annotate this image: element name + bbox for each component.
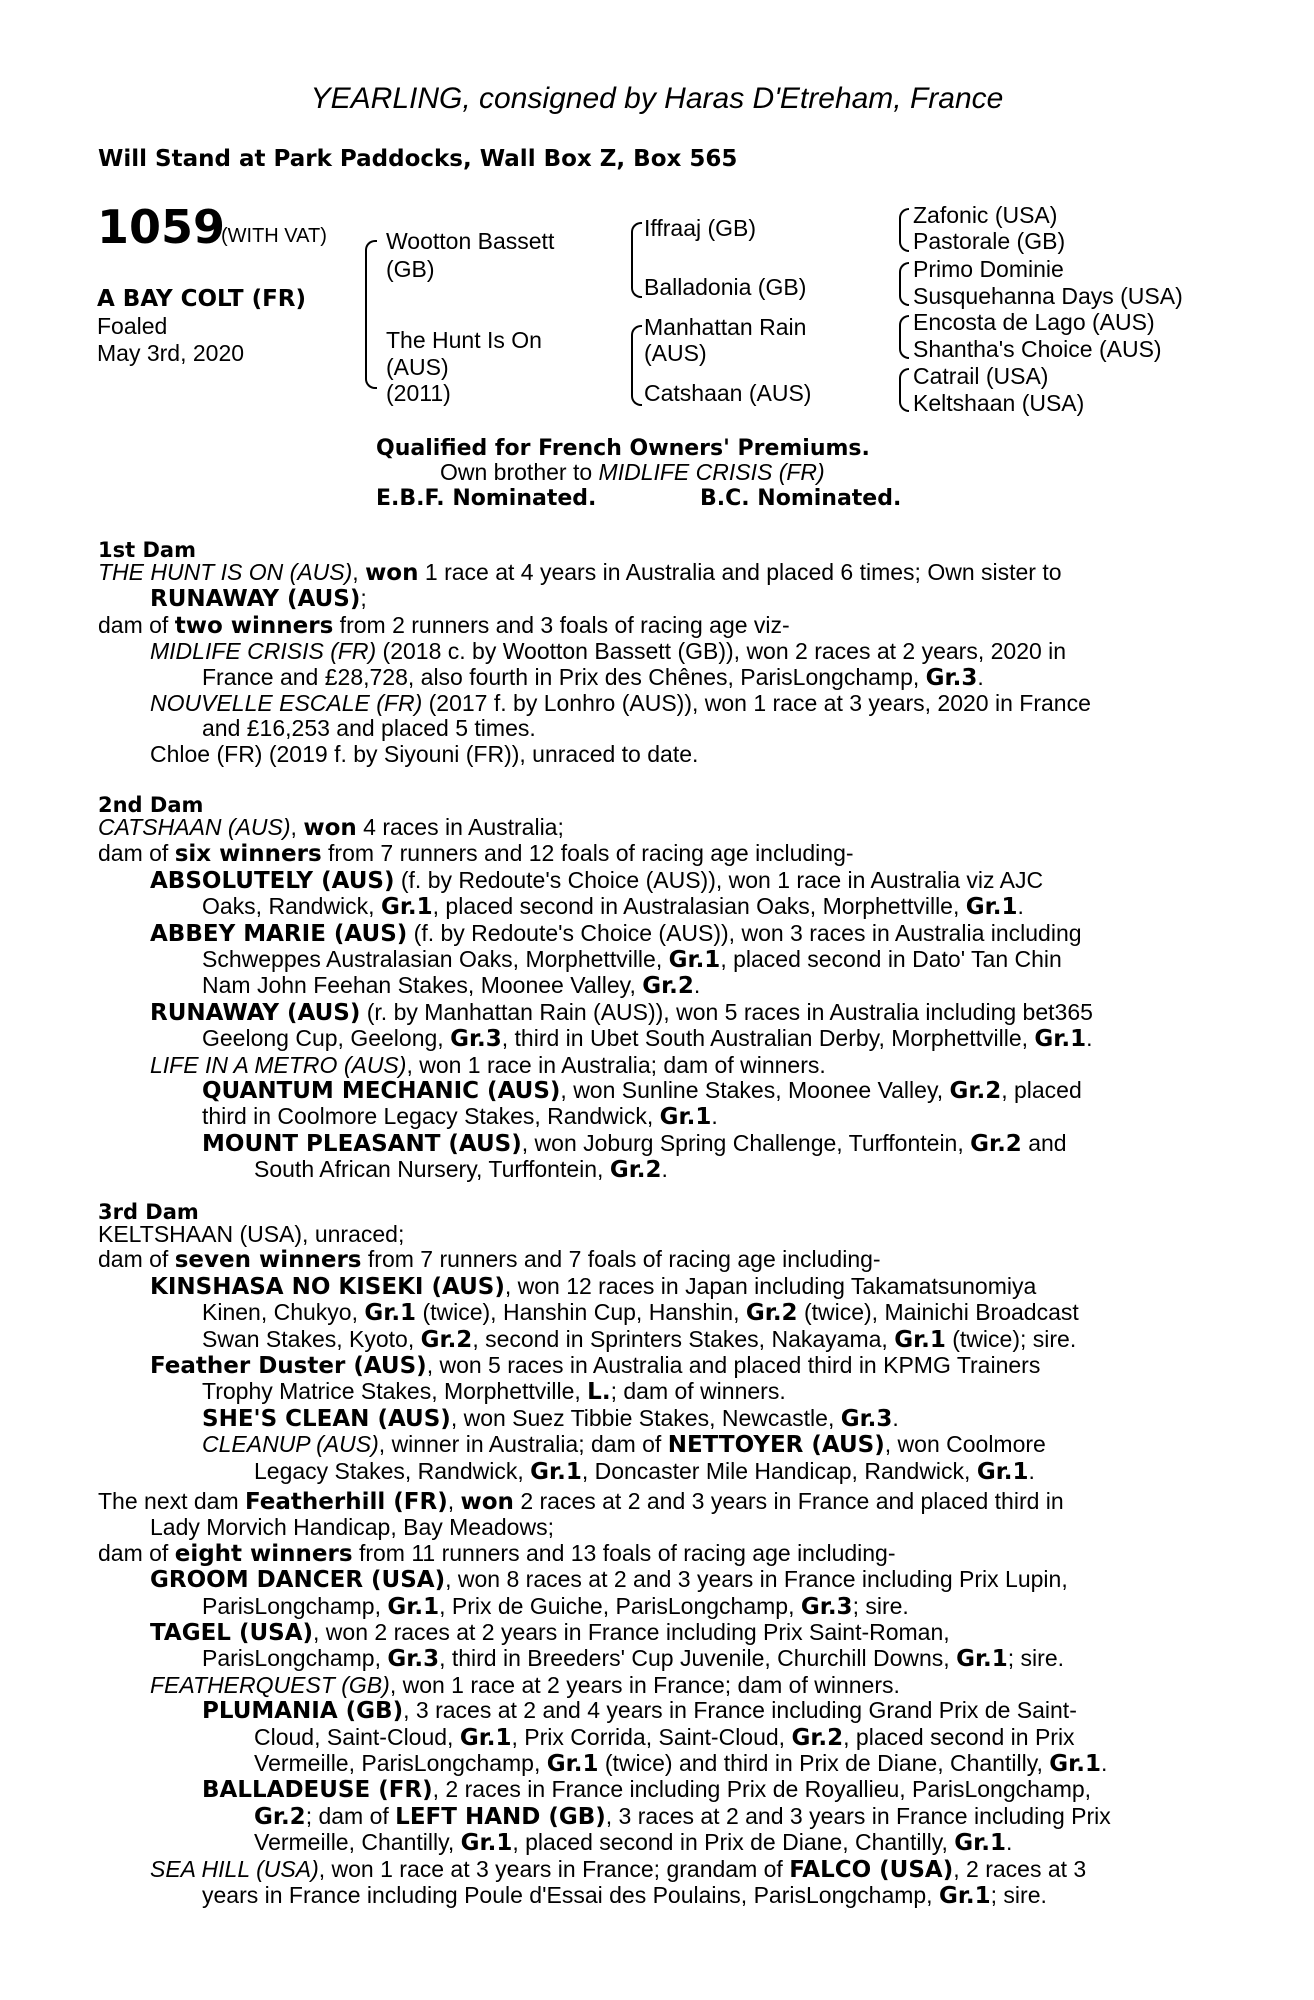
text-run: , [290, 814, 304, 840]
text-run: . [1017, 893, 1024, 920]
bold-run: NETTOYER (AUS) [667, 1432, 885, 1459]
bold-run: Gr.1 [530, 1458, 582, 1485]
text-run: and £16,253 and placed 5 times. [202, 715, 536, 742]
gen3-brace-3 [899, 315, 909, 359]
text-line [98, 1459, 1203, 1485]
bold-run: RUNAWAY (AUS) [150, 586, 361, 613]
bold-run: Gr.3 [450, 1026, 502, 1053]
text-run: , Prix Corrida, Saint-Cloud, [511, 1723, 792, 1750]
bold-run: GROOM DANCER (USA) [150, 1567, 446, 1594]
text-line [98, 1751, 1203, 1777]
text-line [98, 1830, 1203, 1856]
bold-run: Feather Duster (AUS) [150, 1353, 427, 1380]
text-run: dam of [98, 1246, 175, 1273]
text-run: Vermeille, ParisLongchamp, [254, 1750, 547, 1777]
foaled-date: May 3rd, 2020 [97, 340, 245, 366]
text-run: ; sire. [1007, 1645, 1065, 1672]
text-line [98, 1541, 1203, 1567]
bold-run: Gr.2 [609, 1157, 662, 1184]
text-run: (r. by Manhattan Rain (AUS)), won 5 races in Australia including bet365 [360, 998, 1093, 1025]
text-line [98, 1353, 1203, 1379]
text-run: , won Sunline Stakes, Moonee Valley, [560, 1077, 950, 1104]
text-line [98, 1274, 1203, 1300]
bold-run: Gr.2 [254, 1803, 306, 1830]
text-run: . [977, 663, 984, 690]
vat-note: (WITH VAT) [221, 225, 327, 247]
gen3-4: Susquehanna Days (USA) [913, 283, 1183, 309]
text-line [98, 1222, 1203, 1247]
text-run: , 2 races in France including Prix de Royallieu, ParisLongchamp, [432, 1776, 1092, 1803]
text-run: , won 1 race at 3 years in France; grandam of [318, 1855, 790, 1882]
text-run: third in Coolmore Legacy Stakes, Randwick, [202, 1103, 660, 1130]
bold-run: Gr.1 [659, 1104, 712, 1131]
text-run: (f. by Redoute's Choice (AUS)), won 1 race in Australia viz AJC [394, 866, 1044, 893]
text-run: , 3 races at 2 and 4 years in France including Grand Prix de Saint- [403, 1697, 1077, 1724]
text-line [98, 613, 1203, 639]
text-run: 2 races at 2 and 3 years in France and placed third in [513, 1488, 1064, 1514]
bold-run: PLUMANIA (GB) [202, 1698, 404, 1725]
bold-run: Gr.1 [668, 947, 721, 974]
dam-sire-name: Manhattan Rain [644, 314, 807, 340]
text-line [98, 841, 1203, 867]
text-line [98, 586, 1203, 612]
text-run: from 2 runners and 3 foals of racing age viz- [333, 611, 790, 638]
sire-sire: Iffraaj (GB) [644, 215, 757, 241]
text-run: from 7 runners and 12 foals of racing age including- [321, 840, 854, 867]
bold-run: Gr.1 [364, 1300, 417, 1327]
gen3-8: Keltshaan (USA) [913, 390, 1085, 416]
bold-run: Gr.1 [938, 1883, 991, 1910]
gen3-3: Primo Dominie [913, 256, 1064, 282]
text-line [98, 639, 1203, 664]
text-run: , winner in Australia; dam of [378, 1431, 668, 1458]
text-line [98, 1620, 1203, 1646]
text-run: Cloud, Saint-Cloud, [254, 1723, 460, 1750]
brother-name: MIDLIFE CRISIS (FR) [598, 459, 825, 485]
pedigree-brace-dam [631, 325, 642, 406]
text-run: Chloe (FR) (2019 f. by Siyouni (FR)), unraced to date. [150, 740, 699, 767]
text-run: (twice) and third in Prix de Diane, Chantilly, [598, 1750, 1050, 1777]
ebf-note: E.B.F. Nominated. [376, 486, 597, 511]
text-run: , won 1 race at 2 years in France; dam of winners. [389, 1671, 900, 1698]
text-run: from 11 runners and 13 foals of racing age including- [352, 1539, 896, 1566]
text-run: , won Suez Tibbie Stakes, Newcastle, [450, 1404, 841, 1431]
text-run: ParisLongchamp, [202, 1592, 388, 1619]
text-run: (2017 f. by Lonhro (AUS)), won 1 race at 3 years, 2020 in France [422, 690, 1091, 717]
text-run: ; sire. [990, 1882, 1047, 1909]
text-line [98, 1804, 1203, 1830]
gen3-5: Encosta de Lago (AUS) [913, 309, 1155, 335]
text-run: from 7 runners and 7 foals of racing age including- [361, 1246, 881, 1273]
text-run: Legacy Stakes, Randwick, [254, 1457, 531, 1484]
text-line [98, 691, 1203, 716]
text-line [98, 1857, 1203, 1883]
bold-run: Gr.1 [380, 894, 433, 921]
italic-run: SEA HILL (USA) [150, 1855, 319, 1882]
text-run: . [711, 1103, 718, 1130]
text-line [98, 665, 1203, 691]
dam-year: (2011) [386, 380, 451, 406]
text-run: , placed second in Australasian Oaks, Morphettville, [432, 893, 966, 920]
bold-run: MOUNT PLEASANT (AUS) [202, 1130, 522, 1157]
text-run: , [447, 1488, 461, 1514]
text-run: , won 2 races at 2 years in France including Prix Saint-Roman, [313, 1619, 950, 1646]
text-run: dam of [98, 840, 175, 867]
text-run: . [1005, 1829, 1013, 1856]
text-line [98, 868, 1203, 894]
text-line [98, 1698, 1203, 1724]
bold-run: Gr.2 [745, 1300, 798, 1327]
text-run: , won 5 races in Australia and placed third in KPMG Trainers [426, 1352, 1041, 1379]
lot-name: A BAY COLT (FR) [97, 286, 307, 312]
italic-run: CATSHAAN (AUS) [98, 814, 291, 840]
text-run: Vermeille, Chantilly, [254, 1829, 461, 1856]
bold-run: two winners [174, 612, 334, 639]
text-line [98, 1515, 1203, 1540]
text-run: . [1028, 1457, 1035, 1484]
text-line [98, 1000, 1203, 1026]
italic-run: MIDLIFE CRISIS (FR) [150, 638, 377, 665]
bold-run: Gr.2 [949, 1078, 1002, 1105]
text-run: . [661, 1156, 668, 1183]
bold-run: Gr.3 [387, 1646, 440, 1673]
bold-run: Gr.3 [925, 664, 978, 691]
text-run: France and £28,728, also fourth in Prix des Chênes, ParisLongchamp, [202, 663, 926, 690]
bold-run: Gr.1 [965, 894, 1018, 921]
text-run: , Doncaster Mile Handicap, Randwick, [581, 1457, 977, 1484]
bold-run: Gr.2 [970, 1130, 1022, 1157]
italic-run: CLEANUP (AUS) [202, 1431, 379, 1458]
brother-prefix: Own brother to [440, 459, 599, 485]
text-line [98, 742, 1203, 767]
text-run: Trophy Matrice Stakes, Morphettville, [202, 1378, 588, 1405]
text-run: , won 1 race in Australia; dam of winners. [406, 1051, 826, 1078]
text-line [98, 1247, 1203, 1273]
bold-run: Gr.1 [387, 1593, 440, 1620]
text-run: , [352, 559, 366, 585]
text-run: , won Joburg Spring Challenge, Turffontein, [521, 1129, 971, 1156]
text-line [98, 1673, 1203, 1698]
bold-run: Gr.1 [459, 1724, 512, 1751]
text-run: ParisLongchamp, [202, 1645, 388, 1672]
text-run: , placed second in Dato' Tan Chin [720, 946, 1062, 973]
text-run: dam of [98, 611, 175, 638]
bold-run: Gr.1 [1049, 1751, 1101, 1778]
premiums-note: Qualified for French Owners' Premiums. [376, 436, 870, 461]
text-run: Swan Stakes, Kyoto, [202, 1325, 421, 1352]
bold-run: Gr.2 [791, 1724, 844, 1751]
dam-country: (AUS) [386, 354, 449, 380]
text-run: , 3 races at 2 and 3 years in France including Prix [605, 1802, 1111, 1829]
text-run: (f. by Redoute's Choice (AUS)), won 3 races in Australia including [407, 919, 1082, 946]
first-dam-text [98, 560, 1203, 767]
italic-run: LIFE IN A METRO (AUS) [150, 1051, 407, 1078]
italic-run: NOUVELLE ESCALE (FR) [150, 690, 423, 717]
bold-run: seven winners [174, 1247, 362, 1274]
gen3-brace-2 [899, 262, 909, 306]
text-line [98, 1406, 1203, 1432]
sire-country: (GB) [386, 256, 435, 282]
text-run: South African Nursery, Turffontein, [254, 1156, 610, 1183]
gen3-6: Shantha's Choice (AUS) [913, 336, 1162, 362]
text-line [98, 1157, 1203, 1183]
text-line [98, 1327, 1203, 1353]
text-line [98, 1300, 1203, 1326]
gen3-brace-1 [899, 208, 909, 252]
text-run: , placed [1001, 1077, 1082, 1104]
text-run: (twice), Mainichi Broadcast [797, 1299, 1079, 1326]
text-run: . [1100, 1750, 1108, 1777]
bold-run: eight winners [174, 1540, 353, 1567]
text-run: Lady Morvich Handicap, Bay Meadows; [150, 1514, 554, 1541]
italic-run: THE HUNT IS ON (AUS) [98, 559, 353, 585]
text-run: 4 races in Australia; [356, 814, 564, 840]
text-run: Kinen, Chukyo, [202, 1299, 365, 1326]
text-line [98, 560, 1203, 586]
text-run: , Prix de Guiche, ParisLongchamp, [439, 1592, 801, 1619]
bold-run: Gr.1 [894, 1326, 946, 1353]
lot-number: 1059 [97, 200, 226, 254]
text-line [98, 973, 1203, 999]
bold-run: Gr.2 [420, 1326, 473, 1353]
text-run: (twice); sire. [945, 1325, 1077, 1352]
text-line [98, 1594, 1203, 1620]
bold-run: QUANTUM MECHANIC (AUS) [202, 1078, 561, 1105]
bold-run: BALLADEUSE (FR) [202, 1777, 433, 1804]
text-run: . [892, 1404, 899, 1431]
bold-run: RUNAWAY (AUS) [150, 999, 361, 1026]
text-run: ; dam of winners. [610, 1378, 786, 1405]
bold-run: L. [587, 1379, 611, 1406]
text-run: Geelong Cup, Geelong, [202, 1025, 451, 1052]
text-run: Oaks, Randwick, [202, 893, 381, 920]
bold-run: KINSHASA NO KISEKI (AUS) [150, 1273, 505, 1300]
text-line [98, 1432, 1203, 1458]
text-run: ; sire. [852, 1592, 909, 1619]
text-run: , placed second in Prix de Diane, Chantilly, [512, 1829, 955, 1856]
text-run: . [693, 972, 701, 999]
text-run: The next dam [98, 1488, 246, 1514]
bold-run: SHE'S CLEAN (AUS) [202, 1405, 451, 1432]
third-dam-text [98, 1222, 1203, 1485]
text-run: (2018 c. by Wootton Bassett (GB)), won 2 races at 2 years, 2020 in [376, 638, 1067, 665]
bold-run: Gr.1 [460, 1830, 513, 1857]
foaled-label: Foaled [97, 313, 168, 339]
text-run: , third in Ubet South Australian Derby, Morphettville, [501, 1025, 1035, 1052]
page-heading: YEARLING, consigned by Haras D'Etreham, France [310, 82, 1004, 115]
text-line [98, 1053, 1203, 1078]
bc-note: B.C. Nominated. [700, 486, 902, 511]
text-run: (twice), Hanshin Cup, Hanshin, [416, 1299, 746, 1326]
sire-dam: Balladonia (GB) [644, 274, 807, 300]
text-line [98, 716, 1203, 741]
text-line [98, 1646, 1203, 1672]
second-dam-text [98, 815, 1203, 1184]
bold-run: Gr.1 [954, 1830, 1006, 1857]
pedigree-brace-main [365, 240, 377, 389]
text-run: , third in Breeders' Cup Juvenile, Churchill Downs, [439, 1645, 957, 1672]
text-line [98, 947, 1203, 973]
italic-run: FEATHERQUEST (GB) [150, 1671, 390, 1698]
bold-run: Gr.3 [800, 1593, 853, 1620]
dam-name: The Hunt Is On [386, 327, 542, 353]
bold-run: six winners [174, 841, 322, 868]
text-line [98, 1777, 1203, 1803]
pedigree-brace-sire [631, 222, 642, 298]
text-run: , won Coolmore [884, 1431, 1046, 1458]
text-run: , 2 races at 3 [953, 1855, 1087, 1882]
gen3-7: Catrail (USA) [913, 363, 1049, 389]
text-run: years in France including Poule d'Essai des Poulains, ParisLongchamp, [202, 1882, 939, 1909]
third-dam-title: 3rd Dam [98, 1200, 199, 1224]
dam-dam: Catshaan (AUS) [644, 380, 812, 406]
bold-run: Gr.1 [956, 1646, 1008, 1673]
bold-run: ABBEY MARIE (AUS) [150, 920, 408, 947]
bold-run: Gr.1 [1034, 1026, 1087, 1053]
gen3-1: Zafonic (USA) [913, 202, 1058, 228]
text-line [98, 1489, 1203, 1515]
text-run: , second in Sprinters Stakes, Nakayama, [472, 1325, 895, 1352]
text-run: Schweppes Australasian Oaks, Morphettville, [202, 946, 669, 973]
stand-location: Will Stand at Park Paddocks, Wall Box Z, Box 565 [98, 146, 738, 172]
text-line [98, 1725, 1203, 1751]
text-run: Nam John Feehan Stakes, Moonee Valley, [202, 972, 643, 999]
dam-sire-country: (AUS) [644, 340, 707, 366]
text-line [98, 921, 1203, 947]
text-line [98, 1104, 1203, 1130]
text-run: ; dam of [305, 1802, 396, 1829]
brother-note [440, 459, 825, 486]
text-line [98, 1379, 1203, 1405]
text-run: . [1086, 1025, 1093, 1052]
bold-run: Gr.1 [976, 1458, 1029, 1485]
text-line [98, 1026, 1203, 1052]
next-dam-text [98, 1489, 1203, 1910]
second-dam-title: 2nd Dam [98, 793, 204, 817]
text-line [98, 1883, 1203, 1909]
text-run: , placed second in Prix [843, 1723, 1075, 1750]
bold-run: Gr.2 [642, 973, 694, 1000]
text-run: KELTSHAAN (USA), unraced; [98, 1221, 405, 1247]
bold-run: won [303, 815, 357, 841]
text-run: , won 8 races at 2 and 3 years in France including Prix Lupin, [445, 1566, 1068, 1593]
text-run: ; [360, 585, 367, 612]
bold-run: Gr.1 [546, 1751, 599, 1778]
text-run: , won 12 races in Japan including Takamatsunomiya [504, 1272, 1037, 1299]
text-line [98, 894, 1203, 920]
text-line [98, 815, 1203, 841]
bold-run: LEFT HAND (GB) [395, 1803, 606, 1830]
text-line [98, 1078, 1203, 1104]
text-run: dam of [98, 1539, 175, 1566]
text-line [98, 1567, 1203, 1593]
sire-name: Wootton Bassett [386, 228, 555, 254]
bold-run: won [460, 1489, 514, 1515]
bold-run: Featherhill (FR) [245, 1489, 448, 1515]
bold-run: Gr.3 [840, 1405, 893, 1432]
text-run: 1 race at 4 years in Australia and placed 6 times; Own sister to [418, 559, 1062, 585]
bold-run: ABSOLUTELY (AUS) [150, 867, 395, 894]
bold-run: TAGEL (USA) [150, 1620, 314, 1647]
gen3-brace-4 [899, 368, 909, 412]
first-dam-title: 1st Dam [98, 538, 196, 562]
gen3-2: Pastorale (GB) [913, 228, 1066, 254]
text-line [98, 1131, 1203, 1157]
text-run: and [1021, 1129, 1067, 1156]
bold-run: won [365, 560, 419, 586]
bold-run: FALCO (USA) [789, 1856, 954, 1883]
